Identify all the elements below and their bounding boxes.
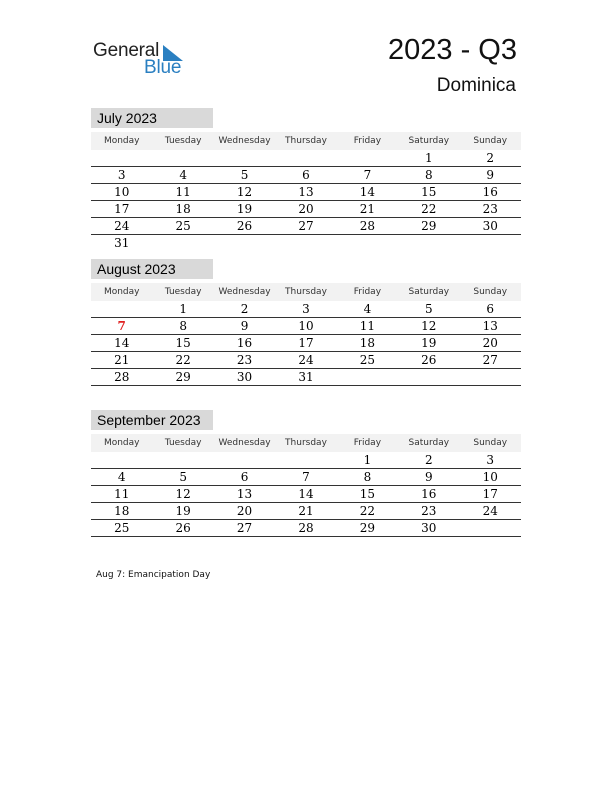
day-cell: 31	[298, 370, 314, 384]
day-cell: 5	[179, 470, 187, 484]
month-grid	[91, 301, 521, 386]
month-label: July 2023	[91, 108, 213, 128]
day-cell: 25	[114, 521, 130, 535]
day-cell: 6	[486, 302, 495, 316]
day-cell: 1	[363, 453, 372, 467]
day-cell: 7	[117, 319, 126, 333]
day-cell: 13	[236, 487, 253, 501]
weekday-header	[91, 283, 521, 301]
weekday-label: Wednesday	[218, 287, 271, 297]
day-cell: 12	[175, 487, 191, 501]
day-cell: 30	[482, 219, 498, 233]
week-row	[91, 235, 521, 251]
weekday-header	[91, 434, 521, 452]
day-cell: 12	[236, 185, 253, 199]
day-cell: 15	[421, 185, 437, 199]
day-cell: 22	[421, 202, 437, 216]
day-cell: 5	[425, 302, 433, 316]
day-cell: 14	[114, 336, 130, 350]
day-cell: 8	[363, 470, 372, 484]
day-cell: 6	[302, 168, 310, 182]
day-cell: 30	[421, 521, 437, 535]
day-cell: 24	[114, 219, 130, 233]
logo	[93, 40, 203, 80]
day-cell: 28	[359, 219, 376, 233]
day-cell: 17	[482, 487, 498, 501]
day-cell: 28	[114, 370, 130, 384]
week-row	[91, 201, 521, 218]
day-cell: 26	[236, 219, 253, 233]
day-cell: 9	[486, 168, 495, 182]
day-cell: 23	[236, 353, 253, 367]
holiday-note: Aug 7: Emancipation Day	[96, 570, 211, 580]
day-cell: 17	[298, 336, 314, 350]
day-cell: 4	[117, 470, 126, 484]
day-cell	[152, 150, 213, 166]
month-july	[91, 108, 521, 251]
day-cell: 11	[114, 487, 130, 501]
day-cell: 2	[486, 151, 495, 165]
day-cell: 19	[421, 336, 437, 350]
day-cell: 5	[240, 168, 249, 182]
week-row	[91, 301, 521, 318]
day-cell	[460, 369, 521, 385]
day-cell: 25	[175, 219, 191, 233]
day-cell: 27	[482, 353, 498, 367]
day-cell: 22	[359, 504, 376, 518]
day-cell: 28	[298, 521, 314, 535]
day-cell: 31	[114, 236, 130, 250]
week-row	[91, 520, 521, 537]
day-cell: 18	[175, 202, 191, 216]
day-cell: 7	[302, 470, 310, 484]
day-cell: 12	[421, 319, 437, 333]
weekday-label: Sunday	[473, 438, 508, 448]
day-cell	[398, 369, 459, 385]
country-name: Dominica	[436, 75, 516, 96]
day-cell: 3	[486, 453, 495, 467]
day-cell: 18	[114, 504, 130, 518]
weekday-label: Saturday	[408, 287, 450, 297]
day-cell	[275, 452, 336, 468]
page-title: 2023 - Q3	[388, 34, 517, 66]
day-cell: 16	[236, 336, 253, 350]
day-cell: 9	[425, 470, 433, 484]
weekday-label: Sunday	[473, 287, 508, 297]
day-cell	[91, 150, 152, 166]
day-cell: 24	[482, 504, 498, 518]
weekday-label: Friday	[353, 136, 382, 146]
weekday-label: Tuesday	[164, 287, 202, 297]
day-cell	[91, 301, 152, 317]
weekday-label: Monday	[103, 136, 140, 146]
day-cell: 8	[179, 319, 187, 333]
day-cell: 15	[359, 487, 376, 501]
day-cell: 30	[236, 370, 253, 384]
day-cell: 13	[298, 185, 314, 199]
week-row	[91, 218, 521, 235]
day-cell: 11	[359, 319, 376, 333]
logo-general-text: General	[93, 40, 160, 61]
day-cell: 10	[298, 319, 314, 333]
weekday-label: Monday	[103, 287, 140, 297]
week-row	[91, 503, 521, 520]
day-cell: 14	[359, 185, 376, 199]
weekday-label: Monday	[103, 438, 140, 448]
day-cell: 26	[175, 521, 191, 535]
weekday-label: Sunday	[473, 136, 508, 146]
day-cell	[337, 150, 398, 166]
week-row	[91, 369, 521, 386]
day-cell	[214, 452, 275, 468]
day-cell	[337, 235, 398, 251]
weekday-label: Tuesday	[164, 438, 202, 448]
weekday-label: Saturday	[408, 438, 450, 448]
day-cell: 19	[236, 202, 253, 216]
logo-blue-text: Blue	[144, 57, 182, 78]
day-cell: 4	[179, 168, 187, 182]
day-cell: 6	[240, 470, 249, 484]
day-cell: 2	[425, 453, 433, 467]
week-row	[91, 452, 521, 469]
day-cell	[337, 369, 398, 385]
weekday-header	[91, 132, 521, 150]
day-cell	[91, 452, 152, 468]
month-grid	[91, 452, 521, 537]
day-cell: 26	[421, 353, 437, 367]
day-cell: 16	[421, 487, 437, 501]
day-cell: 25	[359, 353, 376, 367]
day-cell	[398, 235, 459, 251]
day-cell	[152, 452, 213, 468]
day-cell: 18	[359, 336, 376, 350]
day-cell: 9	[240, 319, 249, 333]
week-row	[91, 150, 521, 167]
weekday-label: Wednesday	[218, 438, 271, 448]
day-cell: 1	[425, 151, 433, 165]
day-cell: 15	[175, 336, 191, 350]
day-cell	[214, 235, 275, 251]
day-cell	[275, 235, 336, 251]
day-cell: 4	[363, 302, 372, 316]
day-cell	[275, 150, 336, 166]
day-cell: 21	[359, 202, 376, 216]
day-cell: 29	[359, 521, 376, 535]
day-cell	[460, 520, 521, 536]
day-cell: 29	[421, 219, 437, 233]
day-cell	[460, 235, 521, 251]
day-cell: 22	[175, 353, 191, 367]
day-cell: 10	[114, 185, 130, 199]
day-cell: 7	[363, 168, 372, 182]
day-cell: 16	[482, 185, 498, 199]
week-row	[91, 486, 521, 503]
day-cell: 1	[179, 302, 187, 316]
week-row	[91, 184, 521, 201]
day-cell: 11	[175, 185, 191, 199]
month-label: September 2023	[91, 410, 213, 430]
day-cell	[152, 235, 213, 251]
weekday-label: Thursday	[285, 136, 327, 146]
month-august	[91, 259, 521, 386]
day-cell: 23	[421, 504, 437, 518]
weekday-label: Wednesday	[218, 136, 271, 146]
day-cell: 8	[425, 168, 433, 182]
weekday-label: Saturday	[408, 136, 450, 146]
day-cell: 3	[302, 302, 310, 316]
weekday-label: Thursday	[285, 287, 327, 297]
week-row	[91, 167, 521, 184]
day-cell: 13	[482, 319, 498, 333]
week-row	[91, 335, 521, 352]
day-cell: 20	[236, 504, 253, 518]
weekday-label: Tuesday	[164, 136, 202, 146]
day-cell: 20	[482, 336, 498, 350]
weekday-label: Friday	[353, 438, 382, 448]
day-cell: 2	[240, 302, 249, 316]
day-cell: 10	[482, 470, 498, 484]
month-september	[91, 410, 521, 537]
day-cell: 27	[298, 219, 314, 233]
day-cell: 19	[175, 504, 191, 518]
day-cell: 21	[298, 504, 314, 518]
week-row	[91, 469, 521, 486]
week-row	[91, 318, 521, 335]
month-label: August 2023	[91, 259, 213, 279]
week-row	[91, 352, 521, 369]
day-cell: 3	[117, 168, 126, 182]
day-cell: 21	[114, 353, 130, 367]
day-cell: 14	[298, 487, 314, 501]
day-cell: 20	[298, 202, 314, 216]
day-cell	[214, 150, 275, 166]
day-cell: 27	[236, 521, 253, 535]
day-cell: 23	[482, 202, 498, 216]
month-grid	[91, 150, 521, 251]
day-cell: 17	[114, 202, 130, 216]
day-cell: 29	[175, 370, 191, 384]
weekday-label: Friday	[353, 287, 382, 297]
weekday-label: Thursday	[285, 438, 327, 448]
day-cell: 24	[298, 353, 314, 367]
